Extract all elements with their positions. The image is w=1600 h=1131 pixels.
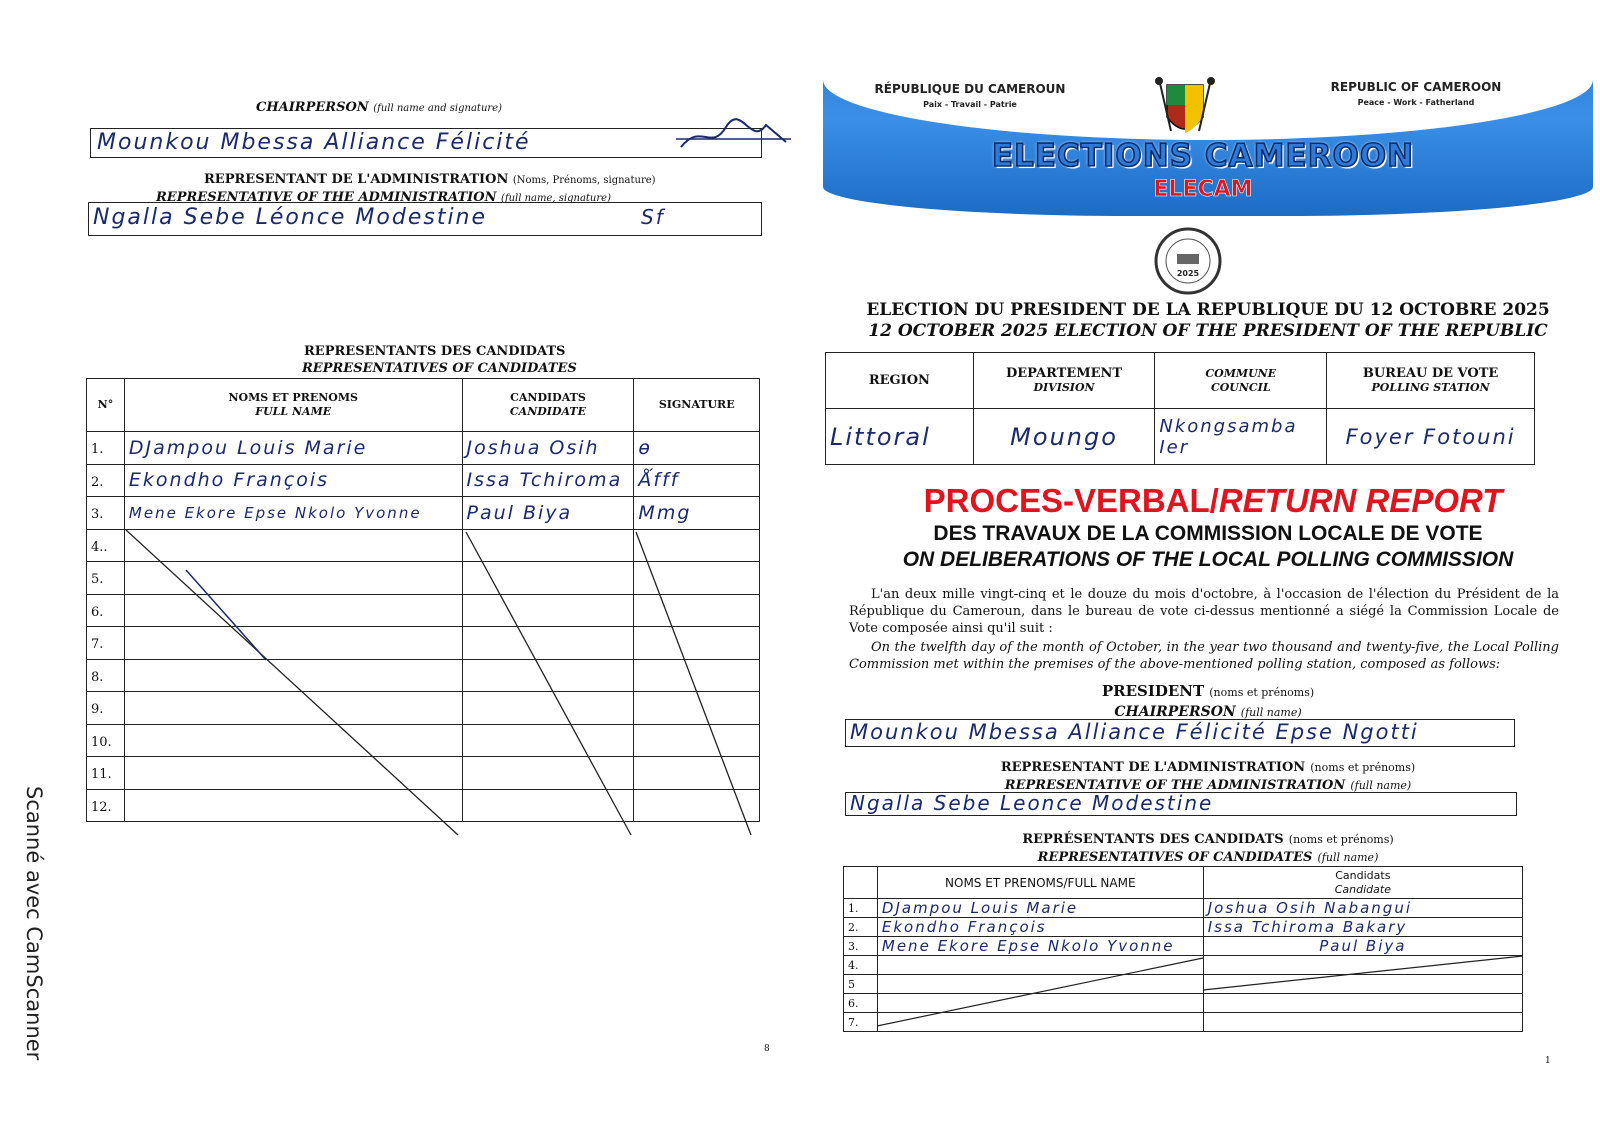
table-row: [87, 497, 760, 530]
chairperson-label: CHAIRPERSON (full name and signature): [256, 100, 502, 115]
chairperson-handwritten: Mounkou Mbessa Alliance Félicité: [97, 130, 531, 155]
admin-label: REPRESENTANT DE L'ADMINISTRATION (Noms, Prénoms, signature): [204, 172, 656, 187]
commune-value[interactable]: Nkongsamba Ier: [1155, 409, 1327, 465]
cell-no: 2.: [87, 464, 125, 497]
admin-label-right: REPRESENTANT DE L'ADMINISTRATION (noms et prénoms): [1000, 760, 1416, 775]
report-title: PROCES-VERBAL/RETURN REPORT: [923, 482, 1503, 519]
right-col-candidate: Candidats Candidate: [1203, 867, 1522, 899]
election-title-en: 12 OCTOBER 2025 ELECTION OF THE PRESIDENT OF THE REPUBLIC: [868, 321, 1548, 341]
scanner-watermark: Scanné avec CamScanner: [22, 786, 46, 1061]
republic-fr: RÉPUBLIQUE DU CAMEROUN: [874, 82, 1066, 96]
cell-no: 8.: [87, 659, 125, 692]
right-col-no: [844, 867, 878, 899]
cell-no: 3.: [844, 937, 878, 956]
commune-header: COMMUNE COUNCIL: [1155, 353, 1327, 409]
admin-field[interactable]: [88, 202, 762, 236]
dept-header: DEPARTEMENT DIVISION: [973, 353, 1155, 409]
cell-no: 12.: [87, 789, 125, 822]
cell-no: 6.: [844, 994, 878, 1013]
cell-sig[interactable]: Mmg: [634, 497, 760, 530]
table-row: [844, 899, 1523, 918]
admin-handwritten-right: Ngalla Sebe Leonce Modestine: [850, 791, 1214, 815]
report-subtitle-en: ON DELIBERATIONS OF THE LOCAL POLLING COMMISSION: [902, 548, 1514, 571]
paragraph-fr: L'an deux mille vingt-cinq et le douze du mois d'octobre, à l'occasion de l'élection du Président de la République du Cameroun, dans le bureau de vote ci-dessus mentionné a siégé la Commission Locale de Vote composée ainsi qu'il suit :: [849, 587, 1559, 636]
admin-label-right-en: REPRESENTATIVE OF THE ADMINISTRATION (full name): [1004, 778, 1412, 793]
cell-no: 7.: [87, 627, 125, 660]
col-candidate: CANDIDATS CANDIDATE: [462, 379, 634, 432]
motto-fr: Paix - Travail - Patrie: [923, 100, 1017, 109]
reps-title-en: REPRESENTATIVES OF CANDIDATES: [302, 361, 577, 376]
cell-no: 1.: [844, 899, 878, 918]
cell-sig[interactable]: ɵ: [634, 432, 760, 465]
bureau-value[interactable]: Foyer Fotouni: [1327, 409, 1535, 465]
cell-no: 6.: [87, 594, 125, 627]
cell-name[interactable]: Ekondho François: [124, 464, 462, 497]
col-signature: SIGNATURE: [634, 379, 760, 432]
cell-no: 7.: [844, 1013, 878, 1032]
right-col-names: NOMS ET PRENOMS/FULL NAME: [877, 867, 1203, 899]
cell-candidate[interactable]: Issa Tchiroma Bakary: [1203, 918, 1522, 937]
region-header: REGION: [826, 353, 974, 409]
cell-sig[interactable]: Ǻfff: [634, 464, 760, 497]
left-table-strike-lines: [86, 530, 760, 840]
seal-year: 2025: [1176, 269, 1200, 278]
cell-candidate[interactable]: Joshua Osih Nabangui: [1203, 899, 1522, 918]
cell-name[interactable]: Mene Ekore Epse Nkolo Yvonne: [877, 937, 1203, 956]
cell-name[interactable]: DJampou Louis Marie: [124, 432, 462, 465]
col-names: NOMS ET PRENOMS FULL NAME: [124, 379, 462, 432]
admin-field-right[interactable]: [845, 792, 1517, 816]
admin-handwritten: Ngalla Sebe Léonce Modestine: [93, 205, 488, 230]
cell-no: 2.: [844, 918, 878, 937]
cell-name[interactable]: Mene Ekore Epse Nkolo Yvonne: [124, 497, 462, 530]
elecam-logo: ELECAM: [1153, 177, 1253, 202]
motto-en: Peace - Work - Fatherland: [1357, 98, 1475, 107]
cell-no: 10.: [87, 724, 125, 757]
reps-label-right: REPRÉSENTANTS DES CANDIDATS (noms et prénoms): [1022, 832, 1394, 847]
cell-no: 11.: [87, 757, 125, 790]
reps-label-right-en: REPRESENTATIVES OF CANDIDATES (full name): [1037, 850, 1379, 865]
chairperson-field[interactable]: [90, 128, 762, 158]
left-page-number: 8: [764, 1044, 770, 1054]
cell-candidate[interactable]: Paul Biya: [462, 497, 634, 530]
report-subtitle-fr: DES TRAVAUX DE LA COMMISSION LOCALE DE VOTE: [933, 522, 1483, 545]
admin-label-en: REPRESENTATIVE OF THE ADMINISTRATION (full name, signature): [156, 190, 611, 205]
election-seal-icon: [1153, 226, 1223, 296]
coat-of-arms-icon: [1153, 75, 1217, 143]
cell-name[interactable]: Ekondho François: [877, 918, 1203, 937]
cell-no: 1.: [87, 432, 125, 465]
chairperson-signature-icon: [671, 117, 791, 157]
table-row: [844, 918, 1523, 937]
cell-no: 5.: [87, 562, 125, 595]
cell-no: 5: [844, 975, 878, 994]
admin-signature: Sf: [641, 205, 665, 229]
cell-candidate[interactable]: Paul Biya: [1203, 937, 1522, 956]
republic-en: REPUBLIC OF CAMEROON: [1330, 80, 1502, 94]
left-page: [48, 30, 810, 1110]
cell-no: 3.: [87, 497, 125, 530]
table-row: [87, 464, 760, 497]
bureau-header: BUREAU DE VOTE POLLING STATION: [1327, 353, 1535, 409]
cell-candidate[interactable]: Issa Tchiroma: [462, 464, 634, 497]
cell-candidate[interactable]: Joshua Osih: [462, 432, 634, 465]
right-page: [823, 30, 1593, 1110]
table-row: [87, 432, 760, 465]
region-value[interactable]: Littoral: [826, 409, 974, 465]
table-row: [844, 937, 1523, 956]
paragraph-en: On the twelfth day of the month of October, in the year two thousand and twenty-five, the Local Polling Commission met within the premises of the above-mentioned polling station, composed as follows:: [849, 640, 1559, 672]
right-page-number: 1: [1545, 1056, 1551, 1066]
reps-title: REPRESENTANTS DES CANDIDATS: [304, 344, 566, 359]
president-label: PRESIDENT (noms et prénoms): [1101, 682, 1315, 700]
chairperson-label-en: CHAIRPERSON (full name): [1114, 704, 1302, 720]
cell-name[interactable]: DJampou Louis Marie: [877, 899, 1203, 918]
cell-no: 4.: [844, 956, 878, 975]
chair-field[interactable]: [845, 719, 1515, 747]
col-no: N°: [87, 379, 125, 432]
elections-cameroon-logo: ELECTIONS CAMEROON: [991, 138, 1415, 174]
location-table: [825, 352, 1535, 465]
dept-value[interactable]: Moungo: [973, 409, 1155, 465]
election-title-fr: ELECTION DU PRESIDENT DE LA REPUBLIQUE DU 12 OCTOBRE 2025: [866, 300, 1550, 320]
right-table-strike-lines: [877, 954, 1523, 1030]
cell-no: 9.: [87, 692, 125, 725]
chair-handwritten: Mounkou Mbessa Alliance Félicité Epse Ngotti: [850, 720, 1419, 744]
cell-no: 4..: [87, 529, 125, 562]
